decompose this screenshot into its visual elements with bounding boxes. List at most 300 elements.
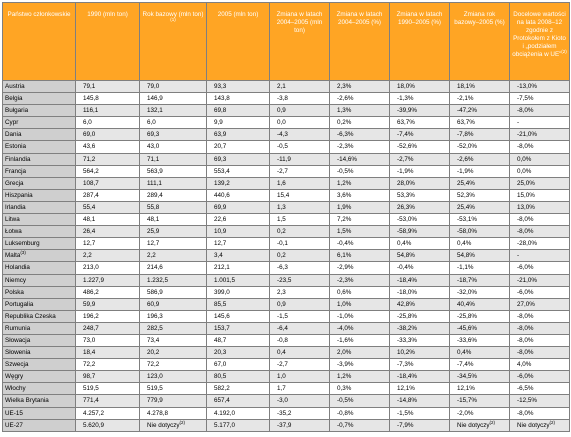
cell-value: -37,9 [277,421,292,429]
value-2005-cell [207,141,270,153]
cell-value: -8,0% [517,324,534,332]
value-1990-cell [76,322,140,334]
cell-value: -1,5% [397,409,414,417]
target-2008-12-cell [510,93,570,105]
cell-value: 0,2% [337,119,352,127]
cell-value: 71,2 [83,155,96,163]
cell-value: 27,0% [517,300,535,308]
change-2004-2005-pct-cell [330,322,390,334]
cell-value: 52,3% [457,191,475,199]
cell-value: -1,0% [337,312,354,320]
cell-value: 1,2% [337,373,352,381]
change-2004-2005-pct-cell [330,129,390,141]
value-1990-cell [76,419,140,431]
change-2004-2005-pct-cell [330,141,390,153]
target-2008-12-cell [510,383,570,395]
country-label: UE-27 [5,421,23,429]
cell-value: -8,0% [517,349,534,357]
target-2008-12-cell [510,359,570,371]
cell-value: -2,3% [337,276,354,284]
cell-value: 48,1 [83,216,96,224]
cell-value: Nie dotyczy [147,421,180,429]
change-2004-2005-pct-cell [330,347,390,359]
target-2008-12-cell [510,322,570,334]
country-cell [3,395,76,407]
cell-value: 12,7 [147,240,160,248]
value-2005-cell [207,201,270,213]
cell-value: -38,2% [397,324,417,332]
change-2004-2005-abs-cell [270,201,330,213]
target-2008-12-cell [510,262,570,274]
cell-value: 28,0% [397,179,415,187]
base-year-cell [140,153,207,165]
change-2004-2005-pct-cell [330,81,390,93]
cell-value: -0,4% [397,264,414,272]
value-1990-cell [76,177,140,189]
cell-value: -3,9% [337,361,354,369]
change-2004-2005-abs-cell [270,371,330,383]
change-base-2005-pct-cell [450,214,510,226]
column-header-label: Docelowe wartości na lata 2008–12 zgodnie z Protokołem z Kioto i „podziałem obciążenia w UE” [512,11,566,58]
cell-value: 779,9 [147,397,163,405]
table-row [3,93,570,105]
country-cell [3,347,76,359]
column-header [76,3,140,81]
table-row [3,105,570,117]
change-2004-2005-abs-cell [270,165,330,177]
cell-value: -8,0% [517,143,534,151]
cell-value: 93,3 [214,83,227,90]
cell-value: 143,8 [214,95,230,103]
cell-value: 2,2 [83,252,92,260]
cell-value: 399,0 [214,288,230,296]
change-2004-2005-pct-cell [330,274,390,286]
change-base-2005-pct-cell [450,250,510,262]
cell-value: -3,8 [277,95,288,103]
cell-value: 79,1 [83,83,96,90]
cell-value: 2,0% [337,349,352,357]
cell-value: - [517,252,520,260]
cell-value: 0,4% [397,240,412,248]
value-2005-cell [207,298,270,310]
column-header-label: 2005 (mln ton) [217,11,259,18]
cell-value: 0,6% [337,288,352,296]
cell-value: 40,4% [457,300,475,308]
country-label: Litwa [5,216,20,224]
cell-value: -21,0% [517,131,537,139]
country-cell [3,141,76,153]
cell-value: 10,2% [397,349,415,357]
change-1990-2005-pct-cell [390,359,450,371]
base-year-cell [140,407,207,419]
cell-value: 69,9 [214,203,227,211]
table-row [3,359,570,371]
value-1990-cell [76,274,140,286]
change-1990-2005-pct-cell [390,93,450,105]
column-header-label: Zmiana w latach 2004–2005 (mln ton) [276,11,323,34]
cell-value: -18,4% [397,276,417,284]
cell-value: 212,1 [214,264,230,272]
base-year-cell [140,250,207,262]
base-year-cell [140,189,207,201]
change-1990-2005-pct-cell [390,286,450,298]
country-label: Austria [5,83,25,90]
change-2004-2005-pct-cell [330,310,390,322]
cell-value: -33,6% [457,336,477,344]
cell-value: -12,5% [517,397,537,405]
change-2004-2005-abs-cell [270,153,330,165]
country-cell [3,177,76,189]
cell-value: -6,0% [517,264,534,272]
cell-value: -18,4% [397,373,417,381]
cell-value: 73,0 [83,336,96,344]
table-row [3,117,570,129]
change-1990-2005-pct-cell [390,407,450,419]
column-header [330,3,390,81]
change-2004-2005-abs-cell [270,322,330,334]
cell-value: 9,9 [214,119,223,127]
cell-value: 4.257,2 [83,409,105,417]
target-2008-12-cell [510,274,570,286]
cell-value: 586,9 [147,288,163,296]
cell-value: 287,4 [83,191,99,199]
change-base-2005-pct-cell [450,165,510,177]
base-year-cell [140,141,207,153]
cell-value: -58,0% [457,228,477,236]
cell-value: 116,1 [83,107,99,115]
cell-value: 43,0 [147,143,160,151]
target-2008-12-cell [510,177,570,189]
footnote-marker: (2) [549,419,556,425]
change-base-2005-pct-cell [450,383,510,395]
value-2005-cell [207,117,270,129]
country-cell [3,201,76,213]
cell-value: 69,3 [147,131,160,139]
cell-value: 145,6 [214,312,230,320]
table-row [3,286,570,298]
change-1990-2005-pct-cell [390,129,450,141]
target-2008-12-cell [510,129,570,141]
value-2005-cell [207,262,270,274]
cell-value: -0,5% [337,167,354,175]
country-label: Rumunia [5,324,31,332]
cell-value: 18,4 [83,349,96,357]
value-2005-cell [207,359,270,371]
cell-value: -8,0% [517,312,534,320]
cell-value: -8,0% [517,216,534,224]
cell-value: -7,3% [397,361,414,369]
value-2005-cell [207,226,270,238]
cell-value: 72,2 [83,361,96,369]
country-cell [3,117,76,129]
cell-value: 2,1 [277,83,286,90]
column-header-label: Zmiana w latach 2004–2005 (%) [336,11,383,26]
change-base-2005-pct-cell [450,359,510,371]
change-2004-2005-pct-cell [330,334,390,346]
change-2004-2005-pct-cell [330,214,390,226]
cell-value: 5.620,9 [83,421,105,429]
footnote-marker: (2) [179,419,186,425]
country-label: Holandia [5,264,30,272]
cell-value: 0,9 [277,107,286,115]
cell-value: -2,6% [337,95,354,103]
change-2004-2005-abs-cell [270,383,330,395]
table-row [3,81,570,93]
cell-value: -28,0% [517,240,537,248]
target-2008-12-cell [510,238,570,250]
value-2005-cell [207,347,270,359]
cell-value: 1,3% [337,107,352,115]
value-1990-cell [76,262,140,274]
cell-value: -0,5 [277,143,288,151]
value-1990-cell [76,117,140,129]
cell-value: 55,4 [83,203,96,211]
cell-value: 26,3% [397,203,415,211]
target-2008-12-cell [510,371,570,383]
cell-value: 519,5 [147,385,163,393]
change-base-2005-pct-cell [450,238,510,250]
cell-value: 6,0 [83,119,92,127]
target-2008-12-cell [510,310,570,322]
change-2004-2005-abs-cell [270,407,330,419]
cell-value: -34,5% [457,373,477,381]
country-cell [3,383,76,395]
cell-value: 22,6 [214,216,227,224]
base-year-cell [140,371,207,383]
cell-value: 15,4 [277,191,290,199]
cell-value: 0,0% [517,167,532,175]
base-year-cell [140,383,207,395]
value-1990-cell [76,298,140,310]
change-2004-2005-abs-cell [270,298,330,310]
cell-value: -53,0% [397,216,417,224]
cell-value: 43,6 [83,143,96,151]
country-label: Węgry [5,373,24,381]
cell-value: -6,5% [517,385,534,393]
cell-value: 3,6% [337,191,352,199]
cell-value: -14,6% [337,155,357,163]
table-row [3,395,570,407]
change-2004-2005-pct-cell [330,105,390,117]
value-1990-cell [76,407,140,419]
value-1990-cell [76,201,140,213]
change-1990-2005-pct-cell [390,177,450,189]
change-base-2005-pct-cell [450,177,510,189]
cell-value: 55,8 [147,203,160,211]
country-label: Finlandia [5,155,31,163]
table-row [3,214,570,226]
change-2004-2005-pct-cell [330,165,390,177]
value-1990-cell [76,81,140,93]
target-2008-12-cell [510,226,570,238]
cell-value: 196,2 [83,312,99,320]
target-2008-12-cell [510,153,570,165]
change-1990-2005-pct-cell [390,274,450,286]
change-1990-2005-pct-cell [390,153,450,165]
value-2005-cell [207,334,270,346]
change-2004-2005-abs-cell [270,286,330,298]
cell-value: 80,5 [214,373,227,381]
change-base-2005-pct-cell [450,201,510,213]
change-2004-2005-abs-cell [270,105,330,117]
change-base-2005-pct-cell [450,395,510,407]
change-base-2005-pct-cell [450,310,510,322]
cell-value: 73,4 [147,336,160,344]
country-label: Słowacja [5,336,31,344]
value-1990-cell [76,310,140,322]
country-label: Niemcy [5,276,26,284]
country-cell [3,129,76,141]
change-base-2005-pct-cell [450,189,510,201]
change-base-2005-pct-cell [450,117,510,129]
value-2005-cell [207,274,270,286]
change-2004-2005-abs-cell [270,226,330,238]
cell-value: -6,0% [517,288,534,296]
change-2004-2005-abs-cell [270,347,330,359]
header-row [3,3,570,81]
base-year-cell [140,214,207,226]
table-row [3,153,570,165]
change-1990-2005-pct-cell [390,383,450,395]
target-2008-12-cell [510,81,570,93]
cell-value: 18,0% [397,83,415,90]
cell-value: 1,3 [277,203,286,211]
country-label: Szwecja [5,361,29,369]
table-row [3,371,570,383]
cell-value: 18,1% [457,83,475,90]
cell-value: 153,7 [214,324,230,332]
cell-value: -53,1% [457,216,477,224]
column-header-label: Państwo członkowskie [7,11,71,18]
column-header [3,3,76,81]
cell-value: 12,7 [83,240,96,248]
change-2004-2005-pct-cell [330,419,390,431]
change-base-2005-pct-cell [450,334,510,346]
value-1990-cell [76,165,140,177]
cell-value: 2,2 [147,252,156,260]
base-year-cell [140,286,207,298]
table-row [3,262,570,274]
cell-value: 111,1 [147,179,162,187]
cell-value: 71,1 [147,155,160,163]
country-label: Hiszpania [5,191,33,199]
column-header [450,3,510,81]
change-base-2005-pct-cell [450,153,510,165]
value-2005-cell [207,105,270,117]
value-2005-cell [207,129,270,141]
target-2008-12-cell [510,105,570,117]
cell-value: -23,5 [277,276,292,284]
cell-value: 69,3 [214,155,227,163]
cell-value: 1.001,5 [214,276,236,284]
country-cell [3,105,76,117]
target-2008-12-cell [510,286,570,298]
value-2005-cell [207,189,270,201]
cell-value: 123,0 [147,373,163,381]
base-year-cell [140,298,207,310]
cell-value: 519,5 [83,385,99,393]
cell-value: -7,9% [397,421,414,429]
change-2004-2005-abs-cell [270,250,330,262]
cell-value: 1,5% [337,228,352,236]
value-1990-cell [76,93,140,105]
base-year-cell [140,395,207,407]
cell-value: 146,9 [147,95,163,103]
cell-value: 6,0 [147,119,156,127]
country-label: Grecja [5,179,24,187]
value-2005-cell [207,407,270,419]
value-1990-cell [76,141,140,153]
emissions-table [2,2,570,432]
change-2004-2005-pct-cell [330,226,390,238]
cell-value: 63,7% [457,119,475,127]
change-2004-2005-abs-cell [270,129,330,141]
table-row [3,334,570,346]
cell-value: 98,7 [83,373,96,381]
value-2005-cell [207,153,270,165]
cell-value: 582,2 [214,385,230,393]
cell-value: 145,8 [83,95,99,103]
country-cell [3,226,76,238]
cell-value: 0,2 [277,228,286,236]
cell-value: -11,9 [277,155,291,163]
cell-value: 248,7 [83,324,99,332]
change-2004-2005-pct-cell [330,383,390,395]
column-header-label: Zmiana w latach 1990–2005 (%) [396,11,443,26]
change-2004-2005-pct-cell [330,298,390,310]
cell-value: 42,8% [397,300,415,308]
cell-value: 132,1 [147,107,163,115]
base-year-cell [140,201,207,213]
value-2005-cell [207,383,270,395]
cell-value: 69,0 [83,131,96,139]
change-2004-2005-abs-cell [270,262,330,274]
cell-value: 282,5 [147,324,163,332]
cell-value: -0,7% [337,421,354,429]
cell-value: -13,0% [517,83,537,90]
target-2008-12-cell [510,117,570,129]
table-row [3,165,570,177]
change-2004-2005-abs-cell [270,238,330,250]
cell-value: 63,7% [397,119,415,127]
cell-value: -2,9% [337,264,354,272]
cell-value: -0,8 [277,336,288,344]
value-2005-cell [207,419,270,431]
cell-value: -35,2 [277,409,292,417]
cell-value: -8,0% [517,107,534,115]
value-1990-cell [76,250,140,262]
country-cell [3,262,76,274]
cell-value: 4,0% [517,361,532,369]
cell-value: -7,4% [397,131,414,139]
base-year-cell [140,359,207,371]
change-2004-2005-abs-cell [270,274,330,286]
country-label: Estonia [5,143,27,151]
value-1990-cell [76,238,140,250]
change-base-2005-pct-cell [450,347,510,359]
country-label: UE-15 [5,409,23,417]
country-cell [3,407,76,419]
base-year-cell [140,310,207,322]
cell-value: 79,0 [147,83,160,90]
cell-value: 0,3% [337,385,352,393]
table-row [3,383,570,395]
cell-value: -58,9% [397,228,417,236]
column-header [510,3,570,81]
change-base-2005-pct-cell [450,81,510,93]
change-2004-2005-pct-cell [330,286,390,298]
table-row [3,189,570,201]
